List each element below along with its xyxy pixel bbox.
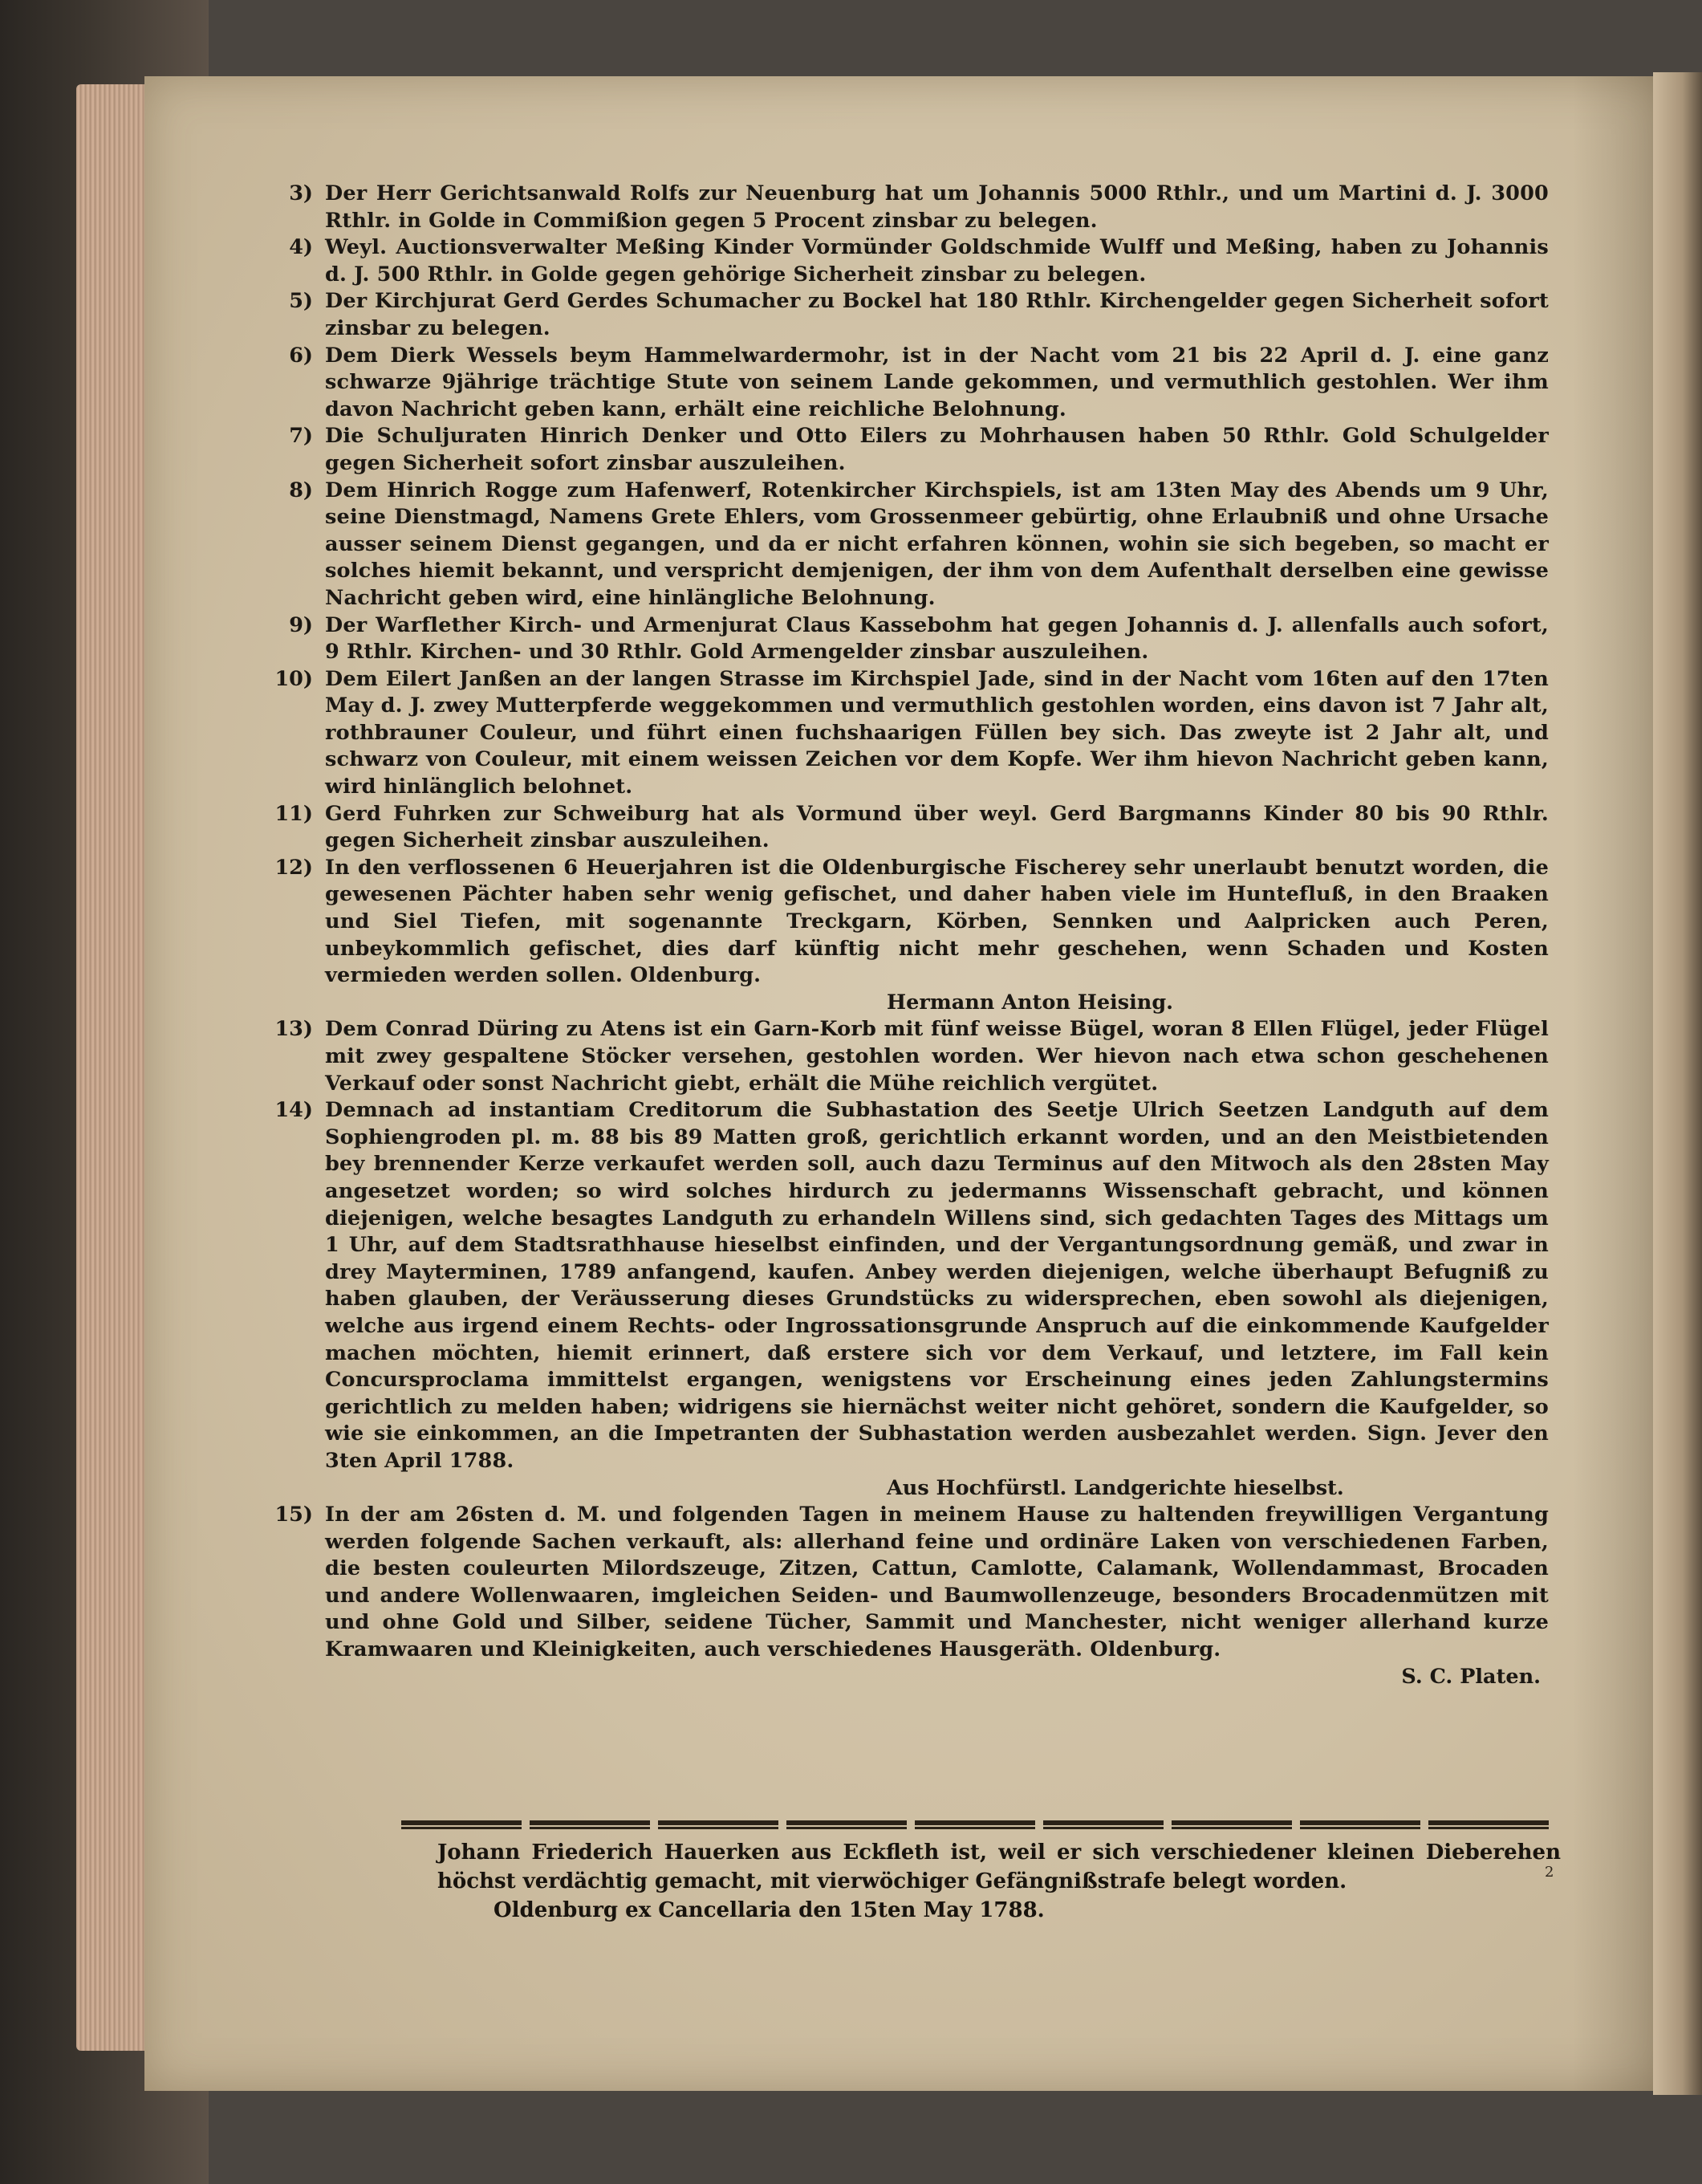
entry-text: Dem Conrad Düring zu Atens ist ein Garn-Korb mit fünf weisse Bügel, woran 8 Ellen Flügel, jeder Flügel mit zwey gespaltene Stöcker versehen, gestohlen worden. Wer hievon nach etwa schon geschehenen Verkauf oder sonst Nachricht giebt, erhält die Mühe reichlich vergütet. xyxy=(325,1017,1549,1096)
entry-text: Gerd Fuhrken zur Schweiburg hat als Vormund über weyl. Gerd Bargmanns Kinder 80 bis 90 Rthlr. gegen Sicherheit zinsbar auszuleihen. xyxy=(325,801,1549,853)
page-stack-right xyxy=(1653,72,1702,2095)
page-mark: 2 xyxy=(1545,1864,1554,1881)
entry-signature: S. C. Platen. xyxy=(1401,1664,1541,1689)
entry-text: Der Kirchjurat Gerd Gerdes Schumacher zu Bockel hat 180 Rthlr. Kirchengelder gegen Sicherheit sofort zinsbar zu belegen. xyxy=(325,289,1549,340)
notice-entry xyxy=(249,478,1549,612)
separator-rule-thin xyxy=(401,1827,1557,1829)
entry-text: Dem Dierk Wessels beym Hammelwardermohr, ist in der Nacht vom 21 bis 22 April d. J. eine ganz schwarze 9jährige trächtige Stute von seinem Lande gekommen, und vermuthlich gestohlen. Wer ihm davon Nachricht geben kann, erhält eine reichliche Belohnung. xyxy=(325,343,1549,421)
notice-entry xyxy=(249,288,1549,342)
notice-entry xyxy=(249,343,1549,424)
entry-number: 12) xyxy=(274,855,313,880)
notice-entry xyxy=(249,423,1549,477)
footer-notice xyxy=(437,1838,1561,1925)
footer-text: Johann Friederich Hauerken aus Eckfleth ist, weil er sich verschiedener kleinen Dieberehen höchst verdächtig gemacht, mit vierwöchiger Gefängnißstrafe belegt worden. xyxy=(437,1840,1561,1893)
entry-number: 4) xyxy=(289,235,313,260)
footer-signature: Oldenburg ex Cancellaria den 15ten May 1788. xyxy=(494,1898,1045,1922)
entry-signature: Hermann Anton Heising. xyxy=(887,990,1174,1015)
entry-text: Weyl. Auctionsverwalter Meßing Kinder Vormünder Goldschmide Wulff und Meßing, haben zu Johannis d. J. 500 Rthlr. in Golde gegen gehörige Sicherheit zinsbar zu belegen. xyxy=(325,235,1549,287)
entry-number: 11) xyxy=(274,801,313,826)
entry-text: Dem Eilert Janßen an der langen Strasse im Kirchspiel Jade, sind in der Nacht vom 16ten auf den 17ten May d. J. zwey Mutterpferde weggekommen und vermuthlich gestohlen worden, eins davon ist 7 Jahr alt, rothbrauner Couleur, und führt einen fuchshaarigen Füllen bey sich. Das zweyte ist 2 Jahr alt, und schwarz von Couleur, mit einem weissen Zeichen vor dem Kopfe. Wer ihm hievon Nachricht geben kann, wird hinlänglich belohnet. xyxy=(325,666,1549,799)
entry-text: In den verflossenen 6 Heuerjahren ist die Oldenburgische Fischerey sehr unerlaubt benutzt worden, die gewesenen Pächter haben sehr wenig gefischet, und daher haben viele im Huntefluß, in den Braaken und Siel Tiefen, mit sogenannte Treckgarn, Körben, Sennken und Aalpricken auch Peren, unbeykommlich gefischet, dies darf künftig nicht mehr geschehen, wenn Schaden und Kosten vermieden werden sollen. Oldenburg. xyxy=(325,855,1549,988)
entry-number: 5) xyxy=(289,289,313,314)
notice-entry xyxy=(249,234,1549,288)
entry-signature: Aus Hochfürstl. Landgerichte hieselbst. xyxy=(887,1475,1344,1500)
entry-number: 13) xyxy=(274,1017,313,1042)
entry-number: 15) xyxy=(274,1503,313,1527)
entry-text: Der Herr Gerichtsanwald Rolfs zur Neuenburg hat um Johannis 5000 Rthlr., und um Martini d. J. 3000 Rthlr. in Golde in Commißion gegen 5 Procent zinsbar zu belegen. xyxy=(325,181,1549,233)
notice-entry xyxy=(249,181,1549,234)
notice-entry xyxy=(249,666,1549,801)
notice-entry xyxy=(249,855,1549,1017)
separator-rule xyxy=(401,1820,1557,1825)
entry-number: 7) xyxy=(289,424,313,449)
entry-number: 3) xyxy=(289,181,313,205)
entry-text: Die Schuljuraten Hinrich Denker und Otto Eilers zu Mohrhausen haben 50 Rthlr. Gold Schulgelder gegen Sicherheit sofort zinsbar auszuleihen. xyxy=(325,424,1549,475)
notice-list xyxy=(249,181,1549,1690)
entry-number: 14) xyxy=(274,1098,313,1123)
notice-entry xyxy=(249,1097,1549,1502)
notice-entry xyxy=(249,1016,1549,1097)
entry-text: Der Warflether Kirch- und Armenjurat Claus Kassebohm hat gegen Johannis d. J. allenfalls auch sofort, 9 Rthlr. Kirchen- und 30 Rthlr. Gold Armengelder zinsbar auszuleihen. xyxy=(325,612,1549,665)
notice-entry xyxy=(249,612,1549,666)
entry-text: In der am 26sten d. M. und folgenden Tagen in meinem Hause zu haltenden freywilligen Vergantung werden folgende Sachen verkauft, als: allerhand feine und ordinäre Laken von verschiedenen Farben, die besten couleurten Milordszeuge, Zitzen, Cattun, Camlotte, Calamank, Wollendammast, Brocaden und andere Wollenwaaren, imgleichen Seiden- und Baumwollenzeuge, besonders Brocadenmützen mit und ohne Gold und Silber, seidene Tücher, Sammit und Manchester, nicht weniger allerhand kurze Kramwaaren und Kleinigkeiten, auch verschiedenes Hausgeräth. Oldenburg. xyxy=(325,1503,1549,1662)
notice-entry xyxy=(249,1502,1549,1690)
entry-text: Demnach ad instantiam Creditorum die Subhastation des Seetje Ulrich Seetzen Landguth auf dem Sophiengroden pl. m. 88 bis 89 Matten groß, gerichtlich erkannt worden, und an den Meistbietenden bey brennender Kerze verkaufet werden soll, auch dazu Terminus auf den Mitwoch als den 28sten May angesetzet worden; so wird solches hirdurch zu jedermanns Wissenschaft gebracht, und können diejenigen, welche besagtes Landguth zu erhandeln Willens sind, sich gedachten Tages des Mittags um 1 Uhr, auf dem Stadtsrathhause hieselbst einfinden, und der Vergantungsordnung gemäß, und zwar in drey Mayterminen, 1789 anfangend, kaufen. Anbey werden diejenigen, welche überhaupt Befugniß zu haben glauben, der Veräusserung dieses Grundstücks zu widersprechen, eben sowohl als diejenigen, welche aus irgend einem Rechts- oder Ingrossationsgrunde Anspruch auf die einkommende Kaufgelder machen möchten, hiemit erinnert, daß erstere sich vor dem Verkauf, und letztere, im Fall kein Concursproclama immittelst ergangen, wenigstens vor Erscheinung eines jeden Zahlungstermins gerichtlich zu melden haben; widrigens sie hiernächst weiter nicht gehöret, sondern die Kaufgelder, so wie sie einkommen, an die Impetranten der Subhastation werden ausbezahlet werden. Sign. Jever den 3ten April 1788. xyxy=(325,1098,1549,1473)
notice-entry xyxy=(249,801,1549,855)
entry-number: 10) xyxy=(274,666,313,691)
entry-number: 9) xyxy=(289,612,313,637)
entry-number: 8) xyxy=(289,478,313,502)
entry-text: Dem Hinrich Rogge zum Hafenwerf, Rotenkircher Kirchspiels, ist am 13ten May des Abends um 9 Uhr, seine Dienstmagd, Namens Grete Ehlers, vom Grossenmeer gebürtig, ohne Erlaubniß und ohne Ursache ausser seinem Dienst gegangen, und da er nicht erfahren können, wohin sie sich begeben, so macht er solches hiemit bekannt, und verspricht demjenigen, der ihm von dem Aufenthalt derselben eine gewisse Nachricht geben wird, eine hinlängliche Belohnung. xyxy=(325,478,1549,610)
entry-number: 6) xyxy=(289,343,313,368)
